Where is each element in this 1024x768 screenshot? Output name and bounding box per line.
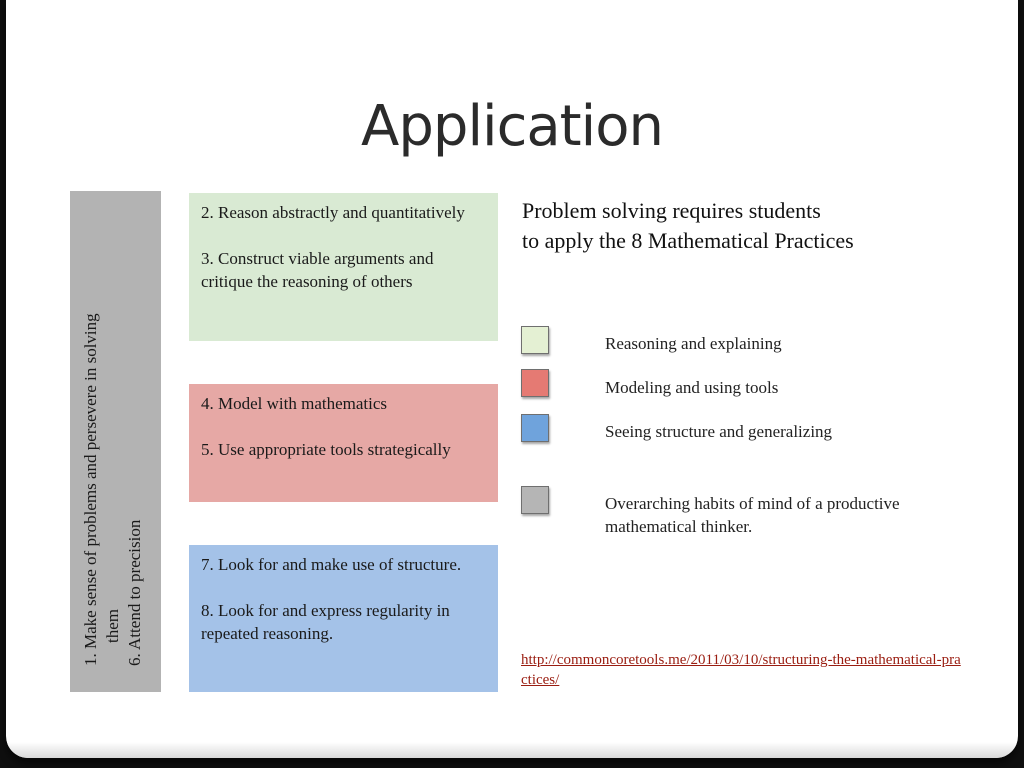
intro-text (522, 196, 962, 256)
slide-title: Application (361, 94, 663, 159)
legend-label-reasoning: Reasoning and explaining (605, 334, 782, 353)
legend-swatch-gray (521, 486, 549, 514)
practice-2: 2. Reason abstractly and quantitatively (201, 203, 465, 222)
overarching-practices-text (80, 236, 146, 666)
legend-swatch-green (521, 326, 549, 354)
legend-swatch-red (521, 369, 549, 397)
overarching-practice-6: 6. Attend to precision (125, 519, 144, 666)
practice-4: 4. Model with mathematics (201, 394, 388, 413)
structure-practices-box (189, 545, 498, 692)
practice-3: 3. Construct viable arguments and critique the reasoning of others (201, 249, 434, 291)
intro-line-2: to apply the 8 Mathematical Practices (522, 228, 854, 253)
legend-label-modeling: Modeling and using tools (605, 378, 779, 397)
overarching-practice-1: 1. Make sense of problems and persevere in solving (81, 313, 100, 666)
slide-bottom-edge (6, 742, 1018, 758)
practice-8: 8. Look for and express regularity in repeated reasoning. (201, 601, 450, 643)
source-link[interactable]: http://commoncoretools.me/2011/03/10/structuring-the-mathematical-practices/ (521, 652, 961, 688)
legend-label-structure: Seeing structure and generalizing (605, 422, 833, 441)
legend-swatch-blue (521, 414, 549, 442)
practice-5: 5. Use appropriate tools strategically (201, 440, 451, 459)
practice-7: 7. Look for and make use of structure. (201, 555, 462, 574)
intro-line-1: Problem solving requires students (522, 198, 821, 223)
overarching-practice-1-continuation: them (103, 609, 122, 643)
legend-label-overarching: Overarching habits of mind of a productive mathematical thinker. (605, 494, 900, 536)
modeling-practices-box (189, 384, 498, 502)
reasoning-practices-box (189, 193, 498, 341)
